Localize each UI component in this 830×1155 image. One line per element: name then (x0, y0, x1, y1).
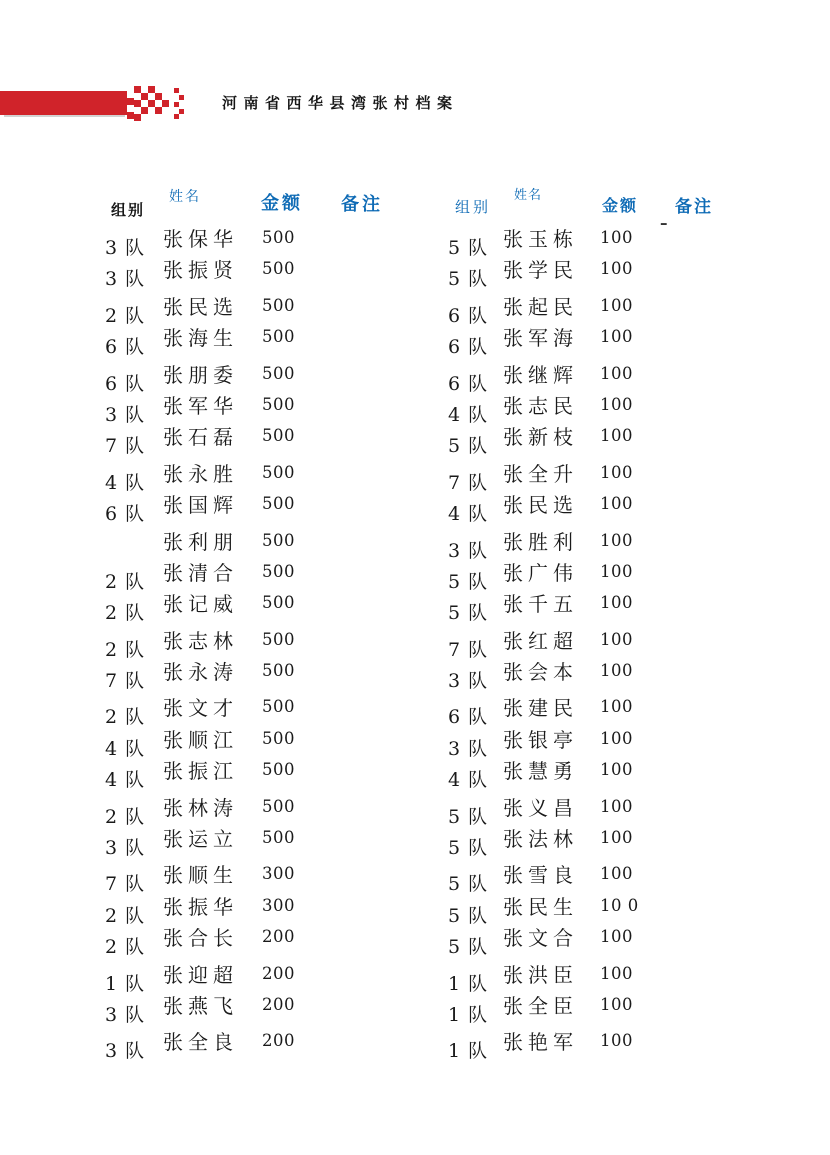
table-left-header (105, 180, 445, 222)
amount-cell: 500 (262, 494, 295, 514)
amount-cell: 100 (600, 864, 633, 884)
amount-cell: 100 (600, 697, 633, 717)
group-cell: 6 队 (448, 372, 489, 395)
table-row (448, 655, 808, 693)
group-cell: 2 队 (105, 706, 146, 729)
table-row (448, 358, 808, 395)
amount-cell: 500 (262, 259, 295, 279)
table-row (105, 420, 445, 458)
name-cell: 张玉栋 (503, 227, 578, 251)
amount-cell: 500 (262, 593, 295, 613)
name-cell: 张艳军 (503, 1030, 578, 1055)
amount-cell: 100 (600, 295, 633, 315)
group-cell: 7 队 (105, 873, 146, 896)
table-row (105, 321, 445, 359)
group-cell: 7 队 (105, 435, 146, 458)
amount-cell: 100 (600, 494, 633, 514)
column-header-amount: 金额 (261, 193, 303, 214)
amount-cell: 100 (600, 394, 633, 414)
column-header-amount: 金额 (602, 196, 639, 215)
amount-cell: 200 (262, 994, 295, 1014)
amount-cell: 500 (262, 629, 295, 649)
name-cell: 张建民 (503, 696, 578, 721)
table-row (105, 989, 445, 1026)
table-right (448, 180, 808, 1063)
table-row (448, 890, 808, 927)
table-row (105, 253, 445, 291)
name-cell: 张慧勇 (503, 759, 578, 784)
table-row (448, 624, 808, 661)
table-row (448, 822, 808, 860)
column-header-name: 姓名 (169, 189, 201, 205)
table-row (448, 420, 808, 458)
name-cell: 张全良 (163, 1030, 238, 1055)
amount-cell: 500 (262, 426, 295, 446)
group-cell: 5 队 (448, 873, 489, 896)
red-checker-bar-graphic (0, 86, 200, 132)
amount-cell: 500 (262, 530, 295, 550)
table-row (448, 253, 808, 291)
amount-cell: 200 (262, 963, 295, 983)
amount-cell: 500 (262, 796, 295, 816)
group-cell: 5 队 (448, 904, 489, 927)
table-row (105, 890, 445, 927)
table-row (105, 691, 445, 729)
amount-cell: 500 (262, 661, 295, 681)
amount-cell: 100 (600, 760, 633, 780)
column-header-group: 组别 (455, 198, 492, 216)
table-left (105, 180, 445, 1063)
table-row (105, 587, 445, 625)
table-row (105, 921, 445, 959)
name-cell: 张燕飞 (163, 993, 238, 1018)
page-title: 河南省西华县湾张村档案 (222, 94, 459, 112)
group-cell: 3 队 (105, 837, 146, 860)
group-cell: 3 队 (105, 1003, 146, 1026)
group-cell: 4 队 (105, 737, 146, 760)
table-row (448, 989, 808, 1026)
name-cell: 张石磊 (163, 425, 238, 450)
name-cell: 张利朋 (163, 529, 238, 554)
group-cell: 6 队 (448, 304, 489, 327)
amount-cell: 500 (262, 697, 295, 717)
name-cell: 张继辉 (503, 362, 578, 387)
name-cell: 张朋委 (163, 362, 238, 387)
group-cell: 4 队 (448, 769, 489, 792)
name-cell: 张振华 (163, 894, 238, 919)
group-cell: 1 队 (105, 972, 146, 995)
column-header-remark: 备注 (341, 194, 383, 215)
name-cell: 张清合 (163, 560, 238, 585)
name-cell: 张广伟 (503, 560, 578, 585)
table-row (105, 222, 445, 259)
table-row (448, 791, 808, 828)
name-cell: 张民选 (503, 493, 578, 518)
name-cell: 张银亭 (503, 727, 578, 752)
table-row (448, 1025, 808, 1063)
group-cell: 2 队 (105, 304, 146, 327)
amount-cell: 100 (600, 927, 633, 947)
name-cell: 张文才 (163, 696, 238, 721)
amount-cell: 100 (600, 561, 633, 581)
name-cell: 张学民 (503, 258, 578, 283)
group-cell: 4 队 (105, 471, 146, 494)
table-row (448, 723, 808, 760)
group-cell: 6 队 (105, 372, 146, 395)
table-row (105, 389, 445, 426)
table-row (448, 556, 808, 593)
amount-cell: 500 (262, 828, 295, 848)
name-cell: 张军海 (503, 326, 578, 351)
table-row (105, 1025, 445, 1063)
amount-cell: 100 (600, 1031, 633, 1051)
table-row (105, 488, 445, 526)
group-cell: 4 队 (448, 403, 489, 426)
name-cell: 张洪臣 (503, 962, 578, 987)
column-header-group: 组别 (111, 201, 146, 219)
column-header-name: 姓名 (514, 188, 543, 203)
amount-cell: 500 (262, 462, 295, 482)
name-cell: 张起民 (503, 294, 578, 319)
name-cell: 张全升 (503, 461, 578, 486)
amount-cell: 100 (600, 462, 633, 482)
group-cell: 3 队 (448, 670, 489, 693)
table-row (448, 488, 808, 526)
name-cell: 张红超 (503, 628, 578, 653)
group-cell: 7 队 (448, 638, 489, 661)
group-cell: 5 队 (448, 435, 489, 458)
name-cell: 张会本 (503, 660, 578, 685)
name-cell: 张顺江 (163, 727, 238, 752)
group-cell: 5 队 (448, 805, 489, 828)
name-cell: 张新枝 (503, 425, 578, 450)
group-cell: 5 队 (448, 570, 489, 593)
group-cell: 7 队 (448, 471, 489, 494)
remark-dash: – (660, 214, 668, 232)
name-cell: 张雪良 (503, 863, 578, 888)
name-cell: 张志民 (503, 393, 578, 418)
amount-cell: 100 (600, 530, 633, 550)
table-row (105, 655, 445, 693)
table-right-rows (448, 222, 808, 1063)
name-cell: 张国辉 (163, 493, 238, 518)
name-cell: 张民生 (503, 894, 578, 919)
group-cell: 2 队 (105, 638, 146, 661)
table-row (448, 525, 808, 562)
amount-cell: 100 (600, 828, 633, 848)
group-cell: 3 队 (105, 268, 146, 291)
group-cell: 1 队 (448, 1040, 489, 1063)
group-cell: 2 队 (105, 602, 146, 625)
table-row (105, 290, 445, 327)
table-row (448, 321, 808, 359)
name-cell: 张林涛 (163, 795, 238, 820)
amount-cell: 100 (600, 593, 633, 613)
name-cell: 张振贤 (163, 258, 238, 283)
name-cell: 张振江 (163, 759, 238, 784)
group-cell: 4 队 (105, 769, 146, 792)
table-row (448, 754, 808, 792)
amount-cell: 100 (600, 426, 633, 446)
amount-cell: 200 (262, 927, 295, 947)
group-cell: 6 队 (448, 706, 489, 729)
table-row (105, 822, 445, 860)
table-row (448, 457, 808, 494)
group-cell: 1 队 (448, 1003, 489, 1026)
name-cell: 张千五 (503, 592, 578, 617)
name-cell: 张全臣 (503, 993, 578, 1018)
group-cell: 5 队 (448, 602, 489, 625)
amount-cell: 100 (600, 963, 633, 983)
name-cell: 张文合 (503, 926, 578, 951)
amount-cell: 100 (600, 363, 633, 383)
group-cell: 2 队 (105, 805, 146, 828)
name-cell: 张迎超 (163, 962, 238, 987)
group-cell: 3 队 (105, 237, 146, 259)
group-cell: 7 队 (105, 670, 146, 693)
group-cell: 3 队 (105, 1040, 146, 1063)
amount-cell: 300 (262, 895, 295, 915)
amount-cell: 500 (262, 394, 295, 414)
amount-cell: 100 (600, 728, 633, 748)
amount-cell: 10 0 (600, 895, 639, 915)
amount-cell: 300 (262, 864, 295, 884)
name-cell: 张海生 (163, 326, 238, 351)
group-cell: 5 队 (448, 237, 489, 259)
name-cell: 张记威 (163, 592, 238, 617)
amount-cell: 100 (600, 629, 633, 649)
table-row (105, 958, 445, 995)
amount-cell: 100 (600, 994, 633, 1014)
name-cell: 张民选 (163, 294, 238, 319)
amount-cell: 500 (262, 760, 295, 780)
table-row (105, 457, 445, 494)
table-row (448, 222, 808, 259)
amount-cell: 500 (262, 327, 295, 347)
table-row (448, 290, 808, 327)
name-cell: 张合长 (163, 926, 238, 951)
table-row (105, 358, 445, 395)
group-cell: 3 队 (105, 403, 146, 426)
amount-cell: 100 (600, 661, 633, 681)
amount-cell: 500 (262, 363, 295, 383)
group-cell: 6 队 (105, 336, 146, 359)
name-cell: 张军华 (163, 393, 238, 418)
table-row (105, 556, 445, 593)
table-row (448, 958, 808, 995)
name-cell: 张保华 (163, 227, 238, 251)
amount-cell: 100 (600, 796, 633, 816)
group-cell: 5 队 (448, 837, 489, 860)
name-cell: 张胜利 (503, 529, 578, 554)
table-row (448, 389, 808, 426)
table-row (105, 624, 445, 661)
group-cell: 4 队 (448, 503, 489, 526)
group-cell (105, 525, 163, 536)
amount-cell: 500 (262, 228, 295, 247)
group-cell: 3 队 (448, 737, 489, 760)
group-cell: 6 队 (448, 336, 489, 359)
amount-cell: 200 (262, 1031, 295, 1051)
table-row (105, 858, 445, 896)
amount-cell: 100 (600, 228, 633, 247)
name-cell: 张永胜 (163, 461, 238, 486)
group-cell: 2 队 (105, 904, 146, 927)
table-row (448, 691, 808, 729)
table-row (105, 723, 445, 760)
column-header-remark: 备注 (675, 197, 713, 217)
group-cell: 5 队 (448, 268, 489, 291)
table-row (105, 791, 445, 828)
name-cell: 张法林 (503, 827, 578, 852)
name-cell: 张义昌 (503, 795, 578, 820)
name-cell: 张运立 (163, 827, 238, 852)
table-row (448, 587, 808, 625)
table-left-rows (105, 222, 445, 1063)
amount-cell: 500 (262, 561, 295, 581)
amount-cell: 100 (600, 327, 633, 347)
table-row (448, 921, 808, 959)
group-cell: 2 队 (105, 570, 146, 593)
table-row (105, 525, 445, 558)
group-cell: 2 队 (105, 936, 146, 959)
group-cell: 1 队 (448, 972, 489, 995)
table-row (105, 754, 445, 792)
amount-cell: 500 (262, 728, 295, 748)
table-row (448, 858, 808, 896)
name-cell: 张顺生 (163, 863, 238, 888)
name-cell: 张志林 (163, 628, 238, 653)
name-cell: 张永涛 (163, 660, 238, 685)
group-cell: 3 队 (448, 539, 489, 562)
group-cell: 6 队 (105, 503, 146, 526)
group-cell: 5 队 (448, 936, 489, 959)
amount-cell: 100 (600, 259, 633, 279)
table-right-header (448, 180, 808, 232)
amount-cell: 500 (262, 295, 295, 315)
